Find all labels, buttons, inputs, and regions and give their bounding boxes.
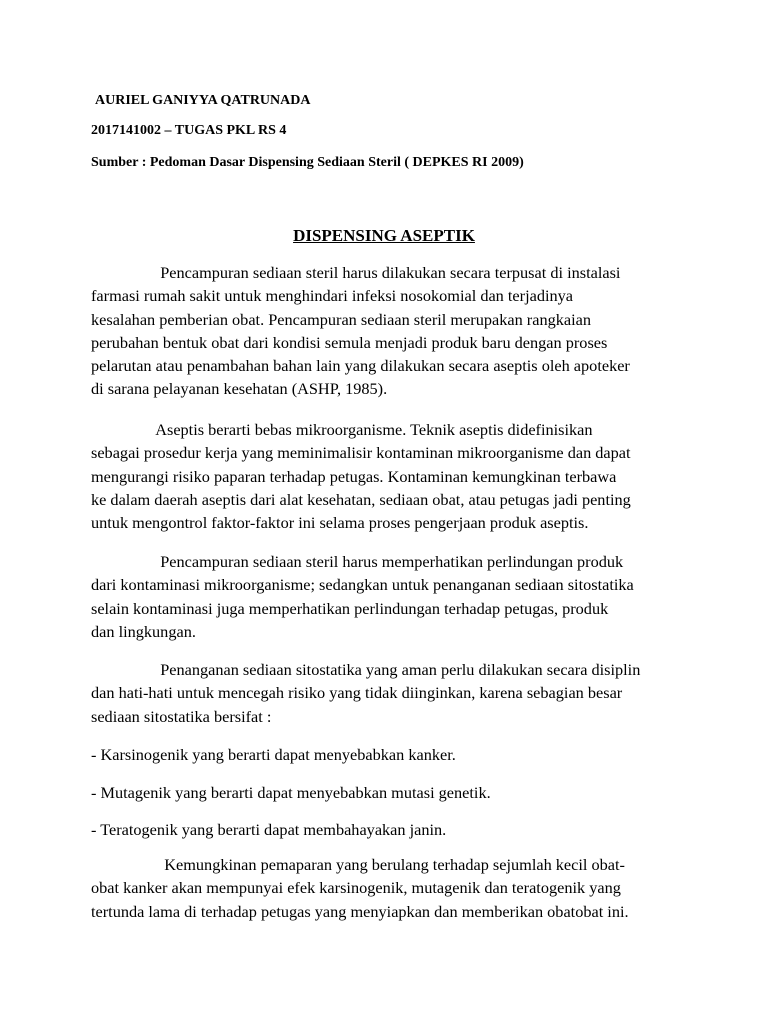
paragraph-line: ke dalam daerah aseptis dari alat kesehatan, sediaan obat, atau petugas jadi penting: [91, 489, 631, 509]
closing-paragraph: [91, 853, 691, 923]
paragraph-line: sediaan sitostatika bersifat :: [91, 706, 272, 726]
paragraph-line: Pencampuran sediaan steril harus memperhatikan perlindungan produk: [91, 552, 624, 571]
bullet-line: - Karsinogenik yang berarti dapat menyebabkan kanker.: [91, 745, 456, 764]
paragraph-line: dan lingkungan.: [91, 621, 196, 641]
paragraph-4: [91, 658, 691, 728]
paragraph-line: perubahan bentuk obat dari kondisi semula menjadi produk baru dengan proses: [91, 332, 608, 352]
document-title: DISPENSING ASEPTIK: [293, 226, 475, 245]
paragraph-line: dan hati-hati untuk mencegah risiko yang tidak diinginkan, karena sebagian besar: [91, 683, 623, 703]
paragraph-3: [91, 550, 691, 643]
author-name: AURIEL GANIYYA QATRUNADA: [95, 93, 311, 108]
paragraph-line: Pencampuran sediaan steril harus dilakukan secara terpusat di instalasi: [91, 263, 621, 282]
paragraph-line: Kemungkinan pemaparan yang berulang terhadap sejumlah kecil obat-: [91, 855, 625, 874]
bullet-carcinogenic: [91, 743, 691, 766]
paragraph-line: kesalahan pemberian obat. Pencampuran sediaan steril merupakan rangkaian: [91, 309, 591, 329]
paragraph-line: obat kanker akan mempunyai efek karsinogenik, mutagenik dan teratogenik yang: [91, 878, 621, 898]
paragraph-1: [91, 261, 691, 401]
paragraph-line: dari kontaminasi mikroorganisme; sedangkan untuk penanganan sediaan sitostatika: [91, 575, 634, 595]
paragraph-line: pelarutan atau penambahan bahan lain yang dilakukan secara aseptis oleh apoteker: [91, 356, 630, 376]
student-id-task: 2017141002 – TUGAS PKL RS 4: [91, 123, 287, 138]
paragraph-2: [91, 418, 691, 534]
paragraph-line: Penanganan sediaan sitostatika yang aman perlu dilakukan secara disiplin: [91, 660, 641, 679]
bullet-teratogenic: [91, 818, 691, 841]
paragraph-line: selain kontaminasi juga memperhatikan perlindungan terhadap petugas, produk: [91, 598, 609, 618]
paragraph-line: untuk mengontrol faktor-faktor ini selama proses pengerjaan produk aseptis.: [91, 513, 589, 533]
paragraph-line: mengurangi risiko paparan terhadap petugas. Kontaminan kemungkinan terbawa: [91, 466, 617, 486]
paragraph-line: di sarana pelayanan kesehatan (ASHP, 1985).: [91, 379, 388, 399]
bullet-line: - Teratogenik yang berarti dapat membahayakan janin.: [91, 820, 447, 839]
paragraph-line: farmasi rumah sakit untuk menghindari infeksi nosokomial dan terjadinya: [91, 286, 573, 306]
paragraph-line: Aseptis berarti bebas mikroorganisme. Teknik aseptis didefinisikan: [91, 420, 593, 439]
bullet-mutagenic: [91, 781, 691, 804]
bullet-line: - Mutagenik yang berarti dapat menyebabkan mutasi genetik.: [91, 783, 491, 802]
paragraph-line: sebagai prosedur kerja yang meminimalisir kontaminan mikroorganisme dan dapat: [91, 443, 631, 463]
paragraph-line: tertunda lama di terhadap petugas yang menyiapkan dan memberikan obatobat ini.: [91, 901, 629, 921]
source-reference: Sumber : Pedoman Dasar Dispensing Sediaan Steril ( DEPKES RI 2009): [91, 155, 524, 170]
